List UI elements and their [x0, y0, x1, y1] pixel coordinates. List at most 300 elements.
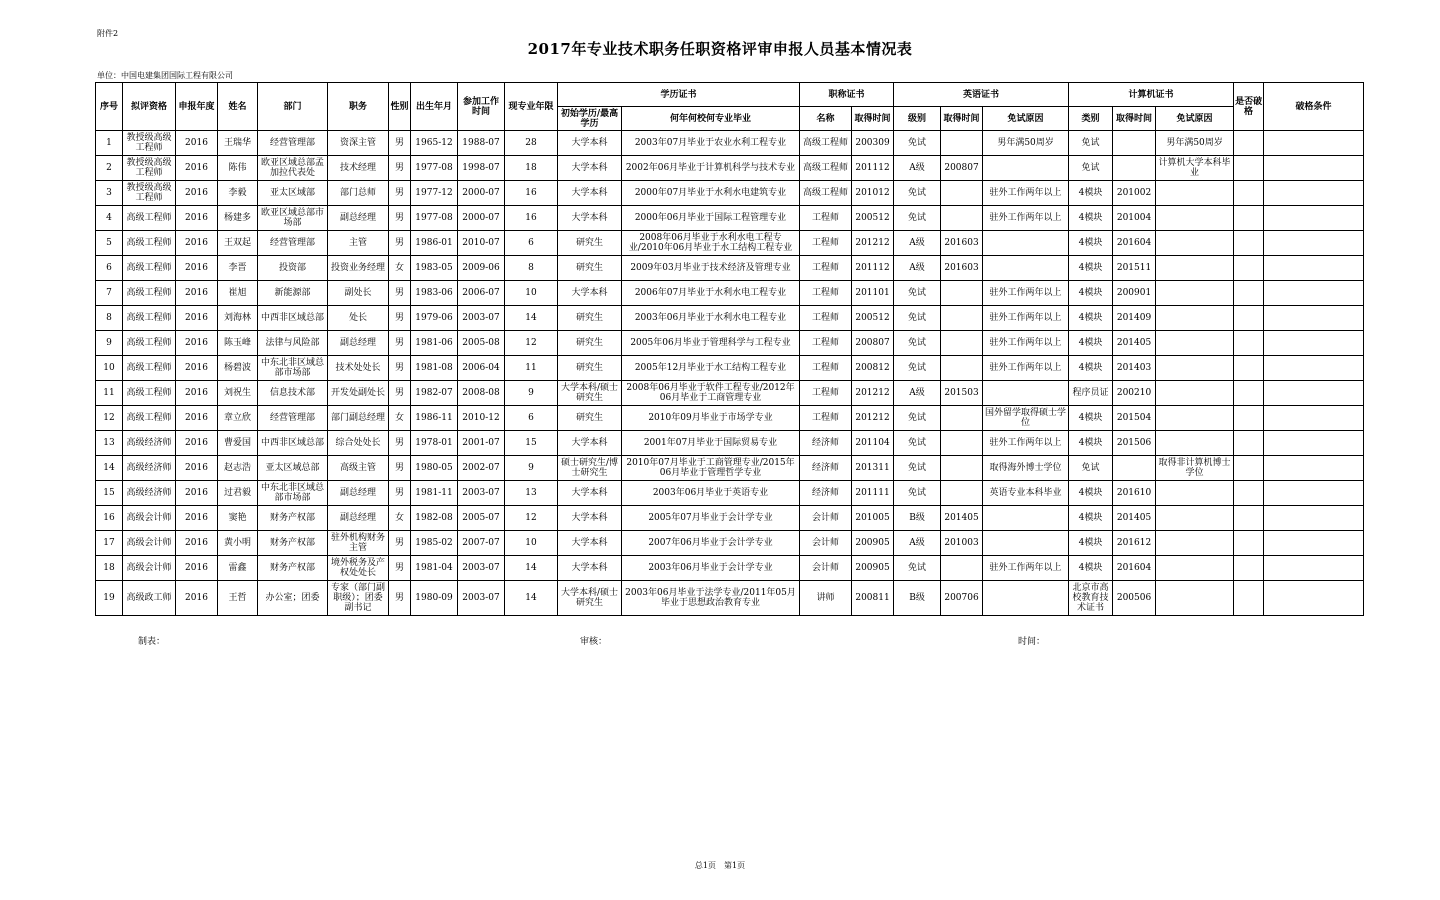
cell-dept: 欧亚区域总部市场部: [258, 206, 328, 231]
cell-etime: [941, 431, 983, 456]
cell-edu: 研究生: [558, 406, 622, 431]
header-year: 申报年度: [176, 83, 218, 131]
table-row: [96, 456, 1364, 481]
cell-ereason: 驻外工作两年以上: [983, 181, 1069, 206]
cell-post: 专家（部门副职级）；团委副书记: [328, 581, 389, 616]
cell-cond: [1264, 506, 1364, 531]
cell-cond: [1264, 131, 1364, 156]
cell-etime: [941, 356, 983, 381]
cell-gender: 男: [389, 581, 411, 616]
header-exception: 是否破格: [1234, 83, 1264, 131]
cell-work: 2007-07: [458, 531, 505, 556]
cell-post: 技术经理: [328, 156, 389, 181]
cell-seq: 6: [96, 256, 123, 281]
cell-ctime: 201403: [1113, 356, 1156, 381]
table-row: [96, 256, 1364, 281]
header-edu-detail: 何年何校何专业毕业: [622, 107, 800, 131]
cell-ctime: 201405: [1113, 506, 1156, 531]
cell-ctime: 201004: [1113, 206, 1156, 231]
cell-seq: 1: [96, 131, 123, 156]
cell-gender: 男: [389, 181, 411, 206]
cell-detail: 2009年03月毕业于技术经济及管理专业: [622, 256, 800, 281]
cell-edu: 研究生: [558, 256, 622, 281]
cell-elevel: 免试: [894, 331, 941, 356]
cell-tname: 工程师: [800, 231, 852, 256]
cell-year: 2016: [176, 331, 218, 356]
cell-elevel: B级: [894, 581, 941, 616]
cell-qual: 高级会计师: [123, 556, 176, 581]
cell-name: 黄小明: [218, 531, 258, 556]
cell-years: 14: [505, 581, 558, 616]
cell-name: 章立欣: [218, 406, 258, 431]
cell-seq: 18: [96, 556, 123, 581]
cell-edu: 研究生: [558, 331, 622, 356]
cell-edu: 大学本科: [558, 206, 622, 231]
cell-tname: 会计师: [800, 556, 852, 581]
cell-name: 杨碧波: [218, 356, 258, 381]
cell-dept: 亚太区域总部: [258, 456, 328, 481]
cell-elevel: 免试: [894, 206, 941, 231]
cell-cond: [1264, 581, 1364, 616]
cell-ctime: 201511: [1113, 256, 1156, 281]
cell-birth: 1977-08: [411, 156, 458, 181]
cell-ctime: 201604: [1113, 231, 1156, 256]
cell-post: 副总经理: [328, 506, 389, 531]
cell-years: 10: [505, 281, 558, 306]
cell-dept: 中东北非区域总部市场部: [258, 481, 328, 506]
cell-name: 陈伟: [218, 156, 258, 181]
cell-cond: [1264, 531, 1364, 556]
cell-gender: 男: [389, 381, 411, 406]
cell-ereason: 英语专业本科毕业: [983, 481, 1069, 506]
cell-dept: 亚太区域部: [258, 181, 328, 206]
cell-ttime: 201104: [852, 431, 894, 456]
cell-creason: 取得非计算机博士学位: [1156, 456, 1234, 481]
table-row: [96, 206, 1364, 231]
cell-cond: [1264, 156, 1364, 181]
cell-edu: 大学本科: [558, 481, 622, 506]
cell-name: 王瑞华: [218, 131, 258, 156]
cell-ctype: 北京市高校教育技术证书: [1069, 581, 1113, 616]
cell-post: 副总经理: [328, 331, 389, 356]
cell-ctime: 200506: [1113, 581, 1156, 616]
cell-ctime: 201610: [1113, 481, 1156, 506]
cell-work: 2003-07: [458, 556, 505, 581]
cell-tname: 工程师: [800, 331, 852, 356]
cell-work: 1988-07: [458, 131, 505, 156]
header-qual: 拟评资格: [123, 83, 176, 131]
header-title-time: 取得时间: [852, 107, 894, 131]
cell-birth: 1977-08: [411, 206, 458, 231]
cell-ctime: 200210: [1113, 381, 1156, 406]
cell-post: 处长: [328, 306, 389, 331]
cell-name: 陈玉峰: [218, 331, 258, 356]
cell-elevel: 免试: [894, 456, 941, 481]
cell-ctype: 4模块: [1069, 281, 1113, 306]
cell-ctime: 200901: [1113, 281, 1156, 306]
cell-post: 副总经理: [328, 206, 389, 231]
cell-creason: [1156, 531, 1234, 556]
cell-dept: 中西非区域总部: [258, 431, 328, 456]
cell-gender: 女: [389, 256, 411, 281]
cell-qual: 高级经济师: [123, 456, 176, 481]
cell-dept: 财务产权部: [258, 506, 328, 531]
cell-exc: [1234, 531, 1264, 556]
cell-year: 2016: [176, 581, 218, 616]
cell-tname: 高级工程师: [800, 156, 852, 181]
cell-ereason: 取得海外博士学位: [983, 456, 1069, 481]
header-work: 参加工作时间: [458, 83, 505, 131]
cell-gender: 男: [389, 356, 411, 381]
cell-birth: 1981-04: [411, 556, 458, 581]
table-row: [96, 306, 1364, 331]
applicants-table: [95, 82, 1364, 616]
header-comp-time: 取得时间: [1113, 107, 1156, 131]
table-row: [96, 156, 1364, 181]
cell-birth: 1979-06: [411, 306, 458, 331]
cell-ctime: [1113, 131, 1156, 156]
cell-qual: 高级工程师: [123, 231, 176, 256]
header-comp-reason: 免试原因: [1156, 107, 1234, 131]
cell-years: 18: [505, 156, 558, 181]
cell-post: 副总经理: [328, 481, 389, 506]
cell-years: 13: [505, 481, 558, 506]
cell-year: 2016: [176, 306, 218, 331]
cell-edu: 大学本科: [558, 281, 622, 306]
cell-detail: 2002年06月毕业于计算机科学与技术专业: [622, 156, 800, 181]
cell-seq: 11: [96, 381, 123, 406]
cell-post: 驻外机构财务主管: [328, 531, 389, 556]
cell-edu: 大学本科: [558, 531, 622, 556]
cell-years: 28: [505, 131, 558, 156]
header-years: 现专业年限: [505, 83, 558, 131]
cell-ctype: 4模块: [1069, 206, 1113, 231]
cell-exc: [1234, 481, 1264, 506]
cell-gender: 男: [389, 556, 411, 581]
cell-exc: [1234, 331, 1264, 356]
cell-tname: 工程师: [800, 381, 852, 406]
table-body: [96, 131, 1364, 616]
cell-birth: 1986-01: [411, 231, 458, 256]
cell-qual: 高级工程师: [123, 281, 176, 306]
cell-year: 2016: [176, 206, 218, 231]
cell-ereason: 国外留学取得硕士学位: [983, 406, 1069, 431]
cell-work: 2003-07: [458, 306, 505, 331]
cell-gender: 男: [389, 156, 411, 181]
cell-gender: 男: [389, 531, 411, 556]
cell-etime: [941, 331, 983, 356]
header-name: 姓名: [218, 83, 258, 131]
page-title: 2017年专业技术职务任职资格评审申报人员基本情况表: [527, 40, 913, 58]
cell-tname: 工程师: [800, 256, 852, 281]
cell-etime: [941, 406, 983, 431]
cell-cond: [1264, 181, 1364, 206]
cell-detail: 2003年06月毕业于会计学专业: [622, 556, 800, 581]
cell-seq: 19: [96, 581, 123, 616]
header-seq: 序号: [96, 83, 123, 131]
cell-years: 6: [505, 406, 558, 431]
cell-cond: [1264, 481, 1364, 506]
cell-detail: 2000年07月毕业于水利水电建筑专业: [622, 181, 800, 206]
cell-exc: [1234, 306, 1264, 331]
cell-gender: 男: [389, 456, 411, 481]
cell-ttime: 201212: [852, 381, 894, 406]
cell-qual: 教授级高级工程师: [123, 181, 176, 206]
cell-cond: [1264, 556, 1364, 581]
cell-birth: 1986-11: [411, 406, 458, 431]
cell-birth: 1980-09: [411, 581, 458, 616]
cell-years: 9: [505, 381, 558, 406]
cell-detail: 2005年06月毕业于管理科学与工程专业: [622, 331, 800, 356]
cell-ctime: 201504: [1113, 406, 1156, 431]
cell-cond: [1264, 406, 1364, 431]
cell-work: 2003-07: [458, 481, 505, 506]
cell-dept: 信息技术部: [258, 381, 328, 406]
cell-creason: [1156, 481, 1234, 506]
cell-exc: [1234, 506, 1264, 531]
cell-name: 刘祝生: [218, 381, 258, 406]
cell-seq: 16: [96, 506, 123, 531]
cell-dept: 经营管理部: [258, 406, 328, 431]
header-eng-group: 英语证书: [894, 83, 1069, 107]
header-eng-level: 级别: [894, 107, 941, 131]
cell-edu: 大学本科: [558, 556, 622, 581]
cell-creason: [1156, 356, 1234, 381]
unit-label: 单位：中国电建集团国际工程有限公司: [97, 71, 233, 80]
cell-ctype: 免试: [1069, 456, 1113, 481]
header-edu-group: 学历证书: [558, 83, 800, 107]
cell-elevel: A级: [894, 156, 941, 181]
cell-etime: [941, 206, 983, 231]
table-row: [96, 506, 1364, 531]
cell-name: 赵志浩: [218, 456, 258, 481]
cell-post: 部门总师: [328, 181, 389, 206]
cell-name: 李毅: [218, 181, 258, 206]
cell-creason: [1156, 206, 1234, 231]
cell-edu: 研究生: [558, 231, 622, 256]
cell-post: 主管: [328, 231, 389, 256]
cell-tname: 工程师: [800, 206, 852, 231]
cell-ttime: 201012: [852, 181, 894, 206]
cell-elevel: 免试: [894, 281, 941, 306]
cell-ttime: 200905: [852, 556, 894, 581]
table-row: [96, 231, 1364, 256]
cell-years: 12: [505, 506, 558, 531]
cell-qual: 高级工程师: [123, 331, 176, 356]
cell-dept: 欧亚区域总部孟加拉代表处: [258, 156, 328, 181]
cell-tname: 经济师: [800, 456, 852, 481]
cell-elevel: B级: [894, 506, 941, 531]
cell-ttime: 200811: [852, 581, 894, 616]
cell-post: 副处长: [328, 281, 389, 306]
cell-name: 王哲: [218, 581, 258, 616]
cell-ctype: 4模块: [1069, 481, 1113, 506]
cell-ctime: 201506: [1113, 431, 1156, 456]
cell-post: 境外税务及产权处处长: [328, 556, 389, 581]
cell-detail: 2000年06月毕业于国际工程管理专业: [622, 206, 800, 231]
cell-cond: [1264, 306, 1364, 331]
cell-tname: 经济师: [800, 481, 852, 506]
cell-year: 2016: [176, 131, 218, 156]
cell-detail: 2008年06月毕业于软件工程专业/2012年06月毕业于工商管理专业: [622, 381, 800, 406]
cell-dept: 经营管理部: [258, 231, 328, 256]
header-title-name: 名称: [800, 107, 852, 131]
cell-work: 2009-06: [458, 256, 505, 281]
cell-qual: 高级工程师: [123, 206, 176, 231]
cell-work: 2008-08: [458, 381, 505, 406]
cell-ereason: 驻外工作两年以上: [983, 306, 1069, 331]
table-row: [96, 581, 1364, 616]
cell-qual: 高级工程师: [123, 356, 176, 381]
cell-edu: 研究生: [558, 306, 622, 331]
header-title-group: 职称证书: [800, 83, 894, 107]
cell-ttime: 201005: [852, 506, 894, 531]
cell-ereason: [983, 506, 1069, 531]
header-exception-cond: 破格条件: [1264, 83, 1364, 131]
cell-gender: 男: [389, 306, 411, 331]
cell-tname: 讲师: [800, 581, 852, 616]
cell-detail: 2008年06月毕业于水利水电工程专业/2010年06月毕业于水工结构工程专业: [622, 231, 800, 256]
cell-years: 16: [505, 206, 558, 231]
cell-ttime: 200812: [852, 356, 894, 381]
cell-year: 2016: [176, 556, 218, 581]
cell-year: 2016: [176, 381, 218, 406]
cell-etime: [941, 306, 983, 331]
cell-ereason: 男年满50周岁: [983, 131, 1069, 156]
cell-birth: 1983-05: [411, 256, 458, 281]
cell-seq: 9: [96, 331, 123, 356]
cell-seq: 8: [96, 306, 123, 331]
cell-elevel: 免试: [894, 556, 941, 581]
cell-years: 10: [505, 531, 558, 556]
header-edu-first: 初始学历/最高学历: [558, 107, 622, 131]
cell-tname: 高级工程师: [800, 181, 852, 206]
cell-gender: 男: [389, 481, 411, 506]
cell-ctype: 4模块: [1069, 181, 1113, 206]
cell-seq: 4: [96, 206, 123, 231]
cell-creason: [1156, 281, 1234, 306]
cell-seq: 12: [96, 406, 123, 431]
cell-detail: 2010年09月毕业于市场学专业: [622, 406, 800, 431]
table-row: [96, 181, 1364, 206]
cell-elevel: A级: [894, 381, 941, 406]
cell-tname: 高级工程师: [800, 131, 852, 156]
table-row: [96, 356, 1364, 381]
header-birth: 出生年月: [411, 83, 458, 131]
cell-birth: 1981-06: [411, 331, 458, 356]
cell-exc: [1234, 156, 1264, 181]
table-row: [96, 131, 1364, 156]
cell-name: 过君毅: [218, 481, 258, 506]
cell-detail: 2005年07月毕业于会计学专业: [622, 506, 800, 531]
cell-birth: 1983-06: [411, 281, 458, 306]
cell-elevel: 免试: [894, 406, 941, 431]
cell-ctime: [1113, 456, 1156, 481]
cell-cond: [1264, 206, 1364, 231]
cell-edu: 硕士研究生/博士研究生: [558, 456, 622, 481]
cell-years: 14: [505, 306, 558, 331]
cell-ctype: 4模块: [1069, 356, 1113, 381]
cell-elevel: 免试: [894, 431, 941, 456]
header-comp-type: 类别: [1069, 107, 1113, 131]
cell-name: 崔旭: [218, 281, 258, 306]
table-row: [96, 406, 1364, 431]
cell-seq: 7: [96, 281, 123, 306]
cell-etime: 201603: [941, 256, 983, 281]
cell-work: 2003-07: [458, 581, 505, 616]
cell-edu: 大学本科: [558, 181, 622, 206]
cell-etime: 200807: [941, 156, 983, 181]
cell-creason: 计算机大学本科毕业: [1156, 156, 1234, 181]
table-row: [96, 531, 1364, 556]
cell-ttime: 201212: [852, 406, 894, 431]
cell-seq: 10: [96, 356, 123, 381]
cell-post: 部门副总经理: [328, 406, 389, 431]
cell-work: 2006-04: [458, 356, 505, 381]
cell-qual: 高级经济师: [123, 431, 176, 456]
cell-detail: 2003年06月毕业于法学专业/2011年05月毕业于思想政治教育专业: [622, 581, 800, 616]
footer-maker: 制表：: [138, 637, 166, 647]
cell-work: 2010-07: [458, 231, 505, 256]
cell-name: 雷鑫: [218, 556, 258, 581]
cell-ttime: 201112: [852, 256, 894, 281]
cell-work: 2000-07: [458, 181, 505, 206]
cell-gender: 女: [389, 506, 411, 531]
cell-name: 李晋: [218, 256, 258, 281]
cell-ctime: 201002: [1113, 181, 1156, 206]
cell-creason: [1156, 556, 1234, 581]
cell-post: 高级主管: [328, 456, 389, 481]
cell-ctime: 201405: [1113, 331, 1156, 356]
cell-edu: 大学本科: [558, 131, 622, 156]
cell-dept: 财务产权部: [258, 556, 328, 581]
cell-ttime: 200807: [852, 331, 894, 356]
cell-qual: 高级工程师: [123, 256, 176, 281]
cell-birth: 1985-02: [411, 531, 458, 556]
cell-etime: [941, 481, 983, 506]
cell-ctype: 4模块: [1069, 331, 1113, 356]
header-eng-reason: 免试原因: [983, 107, 1069, 131]
cell-seq: 2: [96, 156, 123, 181]
cell-cond: [1264, 356, 1364, 381]
cell-exc: [1234, 356, 1264, 381]
cell-ttime: 201111: [852, 481, 894, 506]
cell-year: 2016: [176, 406, 218, 431]
cell-qual: 高级工程师: [123, 406, 176, 431]
cell-edu: 大学本科/硕士研究生: [558, 581, 622, 616]
cell-ereason: 驻外工作两年以上: [983, 556, 1069, 581]
cell-years: 11: [505, 356, 558, 381]
table-row: [96, 431, 1364, 456]
cell-elevel: 免试: [894, 181, 941, 206]
cell-tname: 工程师: [800, 281, 852, 306]
cell-ctype: 4模块: [1069, 431, 1113, 456]
cell-etime: 200706: [941, 581, 983, 616]
cell-detail: 2010年07月毕业于工商管理专业/2015年06月毕业于管理哲学专业: [622, 456, 800, 481]
cell-ctype: 4模块: [1069, 531, 1113, 556]
cell-qual: 教授级高级工程师: [123, 131, 176, 156]
cell-edu: 大学本科: [558, 506, 622, 531]
cell-elevel: 免试: [894, 306, 941, 331]
cell-etime: [941, 456, 983, 481]
cell-exc: [1234, 456, 1264, 481]
cell-ctype: 4模块: [1069, 231, 1113, 256]
cell-gender: 男: [389, 206, 411, 231]
header-comp-group: 计算机证书: [1069, 83, 1234, 107]
cell-dept: 投资部: [258, 256, 328, 281]
cell-year: 2016: [176, 456, 218, 481]
cell-etime: [941, 281, 983, 306]
